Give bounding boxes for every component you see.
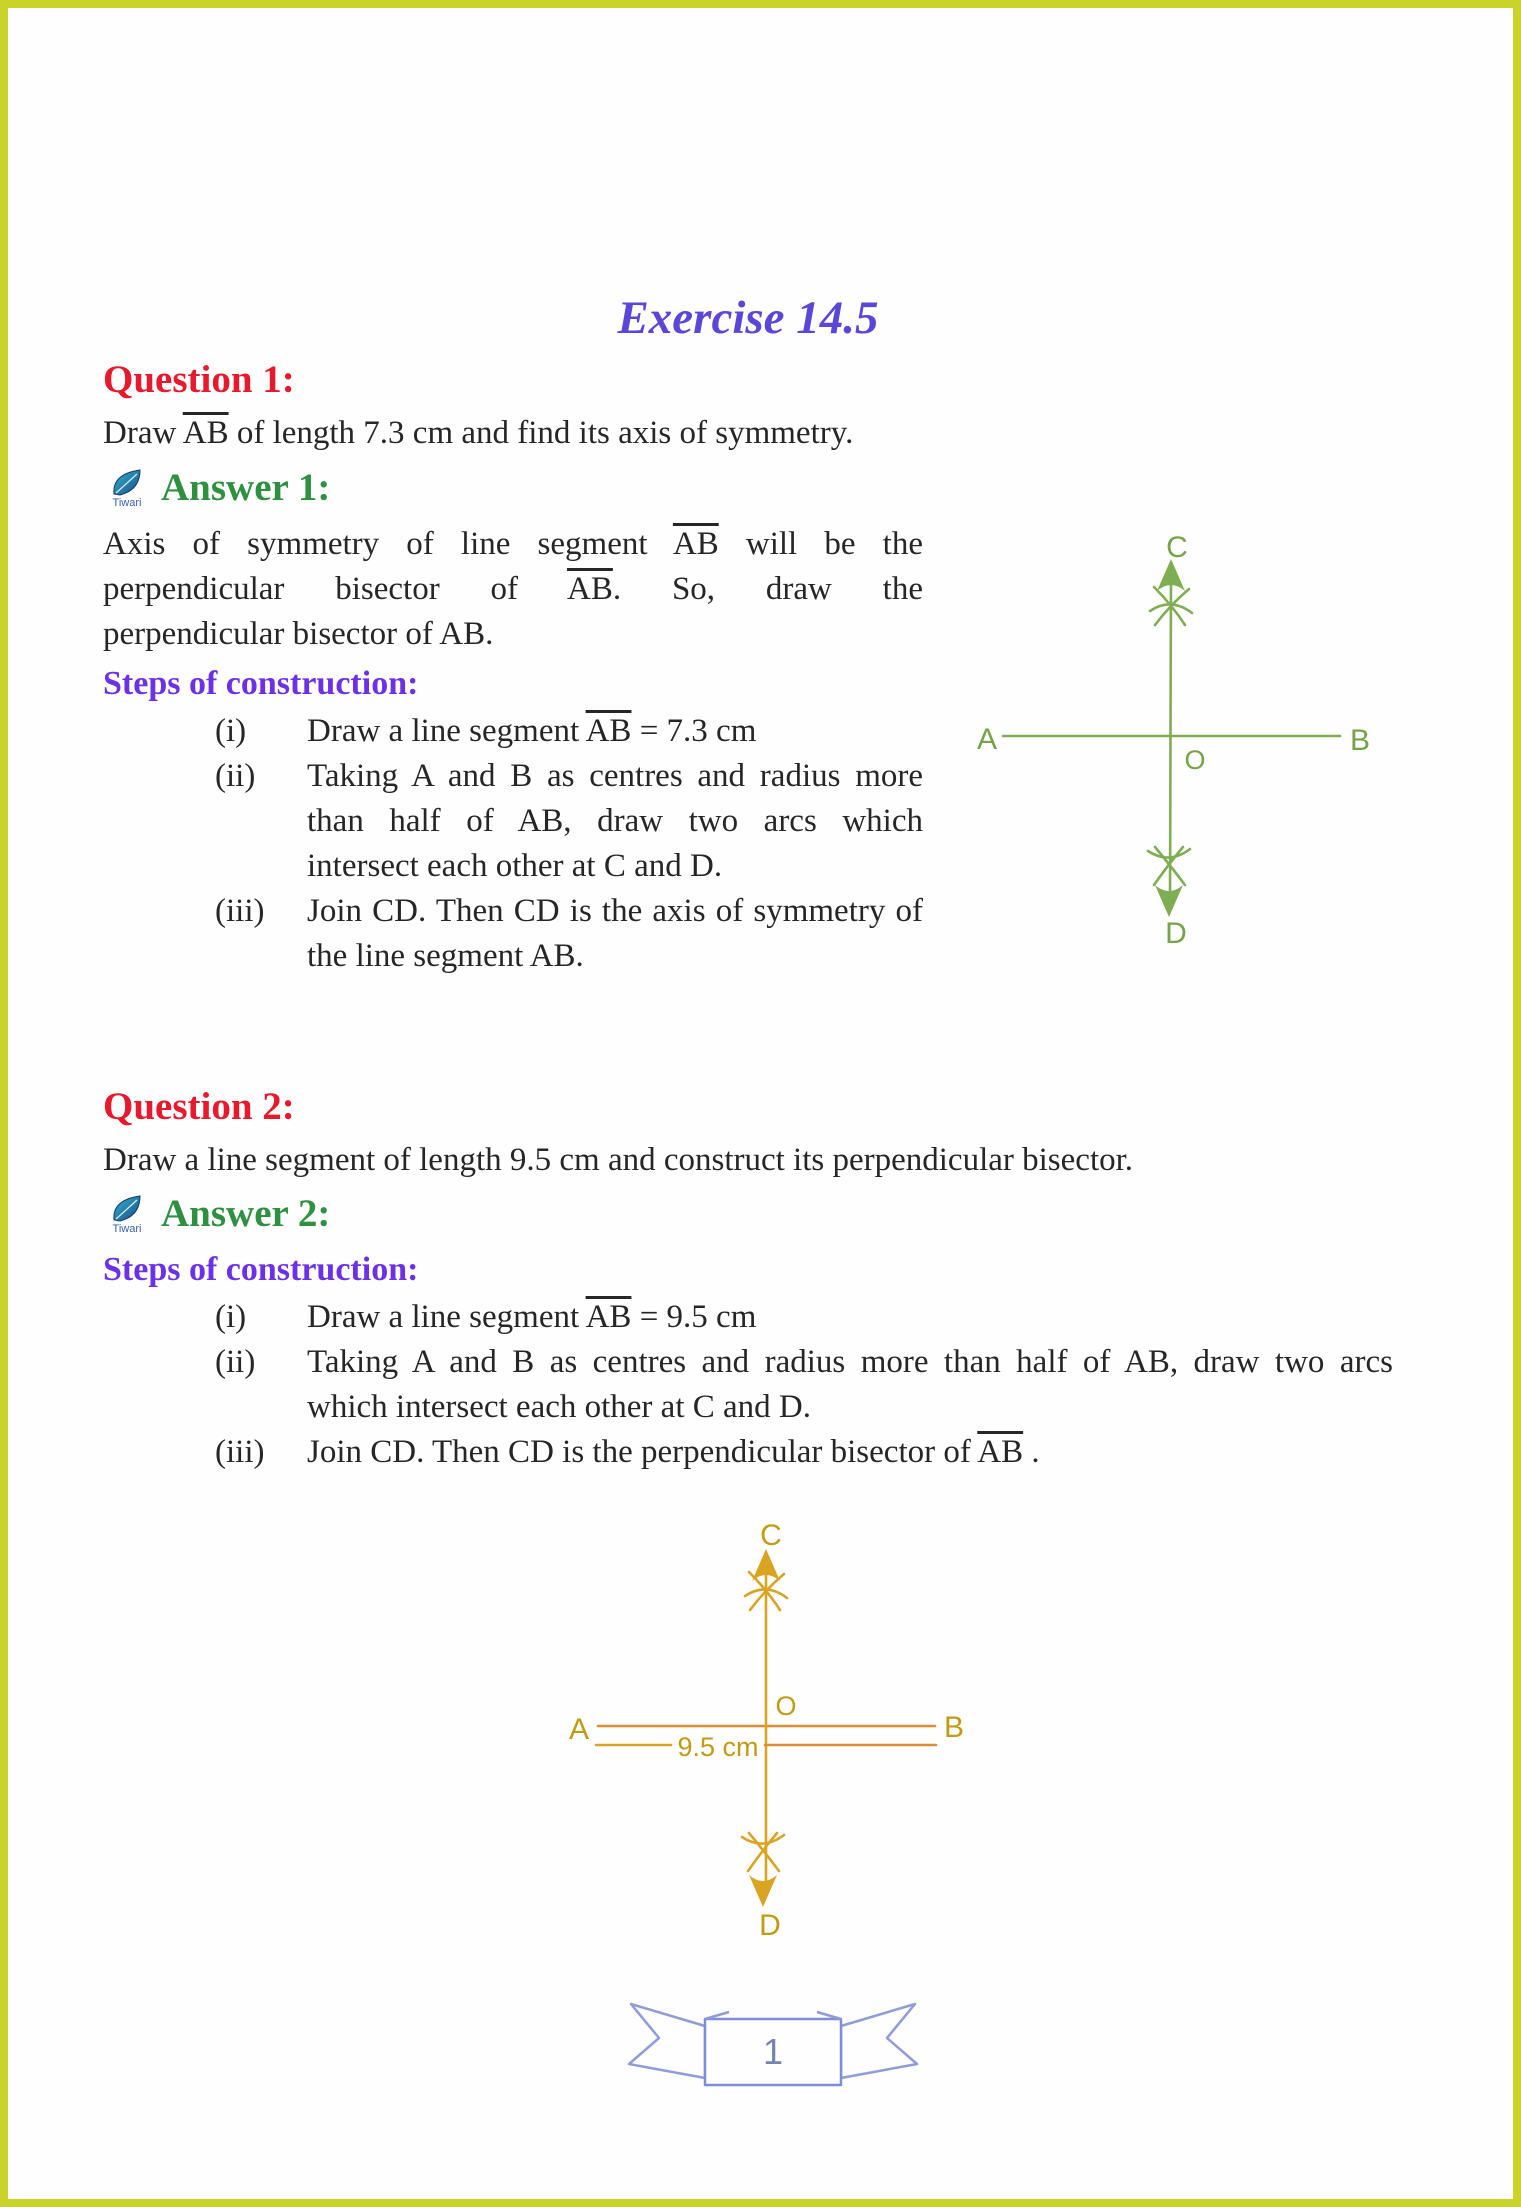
step-item	[215, 1340, 1393, 1430]
overline-ab: $\overline{AB}$	[977, 1433, 1024, 1470]
overline-ab: $\overline{AB}$	[567, 571, 613, 608]
leaf-icon	[110, 1194, 144, 1224]
question-2-heading: Question 2:	[103, 1085, 295, 1129]
text: . So, draw the	[612, 571, 923, 608]
tiwari-logo	[103, 1194, 151, 1235]
overline-ab: $\overline{AB}$	[585, 713, 632, 750]
step-number: (i)	[215, 1298, 247, 1335]
text: = 7.3 cm	[631, 713, 757, 750]
logo-caption: Tiwari	[112, 496, 142, 509]
answer-2-row	[103, 1187, 1393, 1243]
text: perpendicular bisector of	[103, 571, 568, 608]
prompt-text: Draw	[103, 415, 183, 452]
text: = 9.5 cm	[631, 1298, 757, 1335]
step-number: (ii)	[215, 1343, 256, 1380]
steps-list	[103, 709, 923, 979]
diagram-label-a: A	[976, 723, 998, 756]
steps-heading: Steps of construction:	[103, 665, 419, 703]
prompt-text: of length 7.3 cm and find its axis of symmetry.	[228, 415, 854, 452]
question-2-prompt	[103, 1138, 1393, 1183]
diagram-label-c: C	[1166, 531, 1188, 564]
diagram-label-a: A	[568, 1713, 590, 1746]
text: which intersect each other at C and D.	[307, 1388, 811, 1425]
step-item	[215, 1430, 1393, 1475]
question-2-section	[103, 1083, 1393, 1475]
step-text	[307, 709, 923, 754]
step-line	[307, 934, 923, 979]
text: Taking A and B as centres and radius more	[307, 758, 923, 795]
step-item	[215, 1295, 1393, 1340]
text: .	[1023, 1433, 1040, 1470]
diagram-label-b: B	[1349, 724, 1371, 757]
question-1-prompt	[103, 411, 1393, 456]
text: Join CD. Then CD is the axis of symmetry of	[307, 893, 923, 930]
step-line	[307, 1385, 1393, 1430]
page-number: 1	[762, 2031, 784, 2072]
diagram-dimension-label: 9.5 cm	[677, 1732, 759, 1762]
paragraph-line	[103, 567, 923, 612]
logo-caption: Tiwari	[112, 1223, 142, 1236]
text: perpendicular bisector of AB.	[103, 616, 494, 653]
step-line	[307, 709, 923, 754]
step-text	[307, 1295, 1393, 1340]
diagram-label-b: B	[943, 1711, 965, 1744]
text: Join CD. Then CD is the perpendicular bisector of	[307, 1433, 978, 1470]
steps-list	[103, 1295, 1393, 1475]
page-number-ribbon	[621, 1994, 925, 2094]
answer-2-heading: Answer 2:	[161, 1192, 331, 1236]
text: Draw a line segment	[307, 1298, 586, 1335]
text: intersect each other at C and D.	[307, 848, 723, 885]
step-line	[307, 799, 923, 844]
step-item	[215, 889, 923, 979]
diagram-label-d: D	[759, 1909, 781, 1942]
paragraph-line	[103, 522, 923, 567]
step-line	[307, 844, 923, 889]
text: Taking A and B as centres and radius more than half of AB, draw two arcs	[307, 1343, 1393, 1380]
diagram-label-c: C	[760, 1519, 782, 1552]
step-line	[307, 754, 923, 799]
paragraph-line	[103, 612, 923, 657]
diagram-label-o: O	[775, 1691, 797, 1721]
step-line	[307, 1430, 1393, 1475]
step-line	[307, 889, 923, 934]
ribbon-right-tail	[841, 2004, 917, 2078]
step-text	[307, 1430, 1393, 1475]
step-item	[215, 709, 923, 754]
step-number: (iii)	[215, 893, 265, 930]
diagram-label-o: O	[1184, 745, 1206, 775]
tiwari-logo	[103, 468, 151, 509]
step-text	[307, 1340, 1393, 1430]
steps-heading: Steps of construction:	[103, 1250, 419, 1288]
answer-1-paragraph	[103, 522, 923, 657]
perpendicular-bisector-diagram-2	[553, 1493, 1003, 1973]
step-line	[307, 1295, 1393, 1340]
text: will be the	[718, 526, 923, 563]
answer-1-row	[103, 460, 1393, 516]
text: Draw a line segment	[307, 713, 586, 750]
perpendicular-bisector-diagram-1	[958, 513, 1418, 963]
text: the line segment AB.	[307, 938, 584, 975]
text: than half of AB, draw two arcs which	[307, 803, 923, 840]
step-number: (i)	[215, 713, 247, 750]
question-1-heading: Question 1:	[103, 358, 295, 402]
step-item	[215, 754, 923, 889]
step-text	[307, 754, 923, 889]
page-title: Exercise 14.5	[617, 292, 879, 344]
leaf-icon	[110, 468, 144, 498]
text: Axis of symmetry of line segment	[103, 526, 673, 563]
overline-ab: $\overline{AB}$	[585, 1298, 632, 1335]
step-text	[307, 889, 923, 979]
diagram-label-d: D	[1165, 917, 1187, 950]
prompt-text: Draw a line segment of length 9.5 cm and construct its perpendicular bisector.	[103, 1141, 1134, 1178]
overline-ab: $\overline{AB}$	[182, 415, 229, 452]
overline-ab: $\overline{AB}$	[672, 526, 719, 563]
answer-1-heading: Answer 1:	[161, 465, 331, 509]
step-number: (ii)	[215, 758, 256, 795]
step-number: (iii)	[215, 1433, 265, 1470]
step-line	[307, 1340, 1393, 1385]
ribbon-left-tail	[629, 2004, 705, 2078]
